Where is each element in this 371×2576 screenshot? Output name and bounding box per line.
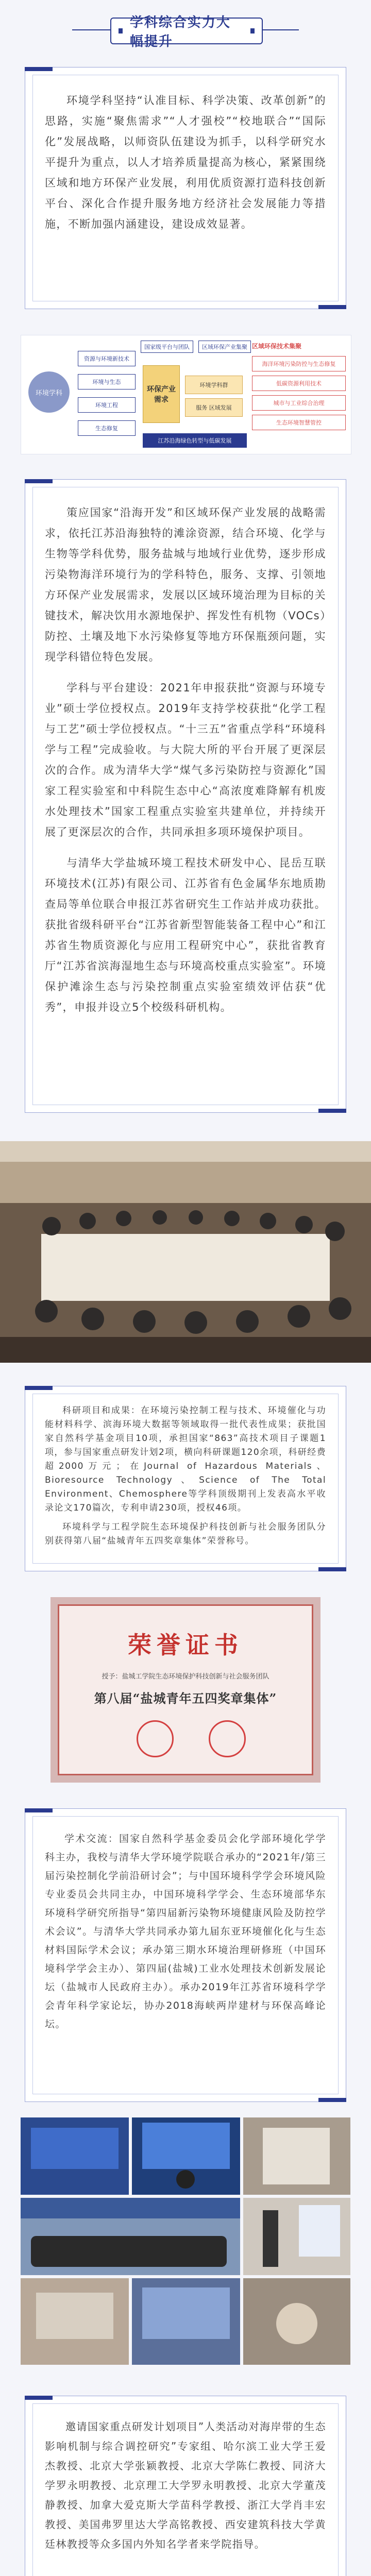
diagram-bottom-bar: 江苏沿海绿色转型与低碳发展 xyxy=(143,433,247,448)
service-box: 服务 区域发展 xyxy=(185,398,243,417)
diagram-left-box: 环境工程 xyxy=(78,397,136,413)
header-badge xyxy=(110,15,263,49)
card-corner-tab xyxy=(318,1109,346,1113)
card-corner-tab xyxy=(25,67,53,71)
exchange-card xyxy=(25,1808,346,2102)
section-header xyxy=(0,14,371,49)
platform-paragraph: 学科与平台建设：2021年申报获批“资源与环境专业”硕士学位授权点。2019年支持学校获批“化学工程与工艺”硕士学位授权点。“十三五”省重点学科“环境科学与工程”完成验收。与大院大所的平台开展了更深层次的合作。成为清华大学“煤气多污染防控与资源化”国家工程实验室和中科院生态中心“高浓度难降解有机废水处理技术”国家工程重点实验室共建单位，并持续开展了更深层次的合作，共同承担多项环境保护项目。 xyxy=(45,682,326,838)
research-paragraph: 科研项目和成果：在环境污染控制工程与技术、环境催化与功能材料科学、滨海环境大数据等领域取得一批代表性成果；获批国家自然科学基金项目10项，承担国家“863”高技术项目子课题1项，参与国家重点研发计划2项，横向科研课题120余项，科研经费超2000万元；在Journal of Hazardous Materials、Bioresource Technology、Science of The Total Environment、Chemosphere等学科顶级期刊上发表高水平收录论文170篇次，专利申请230项，授权46项。 xyxy=(45,1405,326,1513)
certificate-recipient: 授予：盐城工学院生态环境保护科技创新与社会服务团队 xyxy=(102,1673,269,1681)
discipline-circle: 环境学科 xyxy=(28,371,70,413)
research-paragraph: 环境科学与工程学院生态环境保护科技创新与社会服务团队分别获得第八届“盐城青年五四奖章集体”荣誉称号。 xyxy=(45,1522,326,1546)
card-corner-tab xyxy=(318,2098,346,2102)
page-title: 学科综合实力大幅提升 xyxy=(129,15,231,49)
square-icon xyxy=(250,28,255,33)
card-corner-tab xyxy=(318,305,346,309)
diagram-top-box: 区域环保产业集聚 xyxy=(198,341,251,353)
card-corner-tab xyxy=(25,2396,53,2400)
seal-icon xyxy=(137,1720,174,1757)
certificate-award: 第八届“盐城青年五四奖章集体” xyxy=(94,1691,277,1706)
diagram-left-box: 生态修复 xyxy=(78,420,136,436)
card-corner-tab xyxy=(25,479,53,483)
card-corner-tab xyxy=(25,1386,53,1390)
diagram-right-title: 区域环保技术集聚 xyxy=(252,343,302,350)
event-photo-grid xyxy=(21,2117,350,2365)
diagram-left-box: 资源与环境新技术 xyxy=(78,351,136,366)
exchange-paragraph: 学术交流：国家自然科学基金委员会化学部环境化学学科主办，我校与清华大学环境学院联合承办的“2021年/第三届污染控制化学前沿研讨会”；与中国环境科学学会环境风险专业委员会共同主办，中国环境科学学会、生态环境部华东环境科学研究所指导“第四届新污染物环境健康风险及防控学术会议”。与清华大学共同承办第九届东亚环境催化化与生态材料国际学术会议；承办第三期水环境治理研修班（中国环境科学学会主办）、第四届(盐城)工业水处理技术创新发展论坛（盐城市人民政府主办）。承办2019年江苏省环境科学学会青年科学家论坛，协办2018海峡两岸建材与环保高峰论坛。 xyxy=(45,1833,326,2030)
square-icon xyxy=(119,28,123,33)
diagram-right-box: 海洋环境污染防控与生态修复 xyxy=(252,356,346,371)
diagram-right-box: 生态环境智慧管控 xyxy=(252,415,346,430)
intro-card xyxy=(25,67,346,309)
diagram-right-box: 低碳资源利用技术 xyxy=(252,376,346,391)
meeting-photo xyxy=(0,1141,371,1363)
honor-certificate xyxy=(50,1597,321,1783)
platform-paragraph: 与清华大学盐城环境工程技术研发中心、昆岳互联环境技术(江苏)有限公司、江苏省有色金属华东地质勘查局等单位联合申报江苏省研究生工作站并成功获批。获批省级科研平台“江苏省新型智能装备工程中心”和江苏省生物质资源化与应用工程研究中心”，获批省教育厅“江苏省滨海湿地生态与环境高校重点实验室”。环境保护滩涂生态与污染控制重点实验室绩效评估获“优秀”，申报并设立5个校级科研机构。 xyxy=(45,857,326,1013)
certificate-frame xyxy=(58,1604,313,1775)
discipline-diagram xyxy=(21,335,351,454)
platform-paragraph: 策应国家“沿海开发”和区域环保产业发展的战略需求，依托江苏沿海独特的滩涂资源，结合环境、化学与生物等学科优势，服务盐城与地域行业优势，逐步形成污染物海洋环境行为的学科特色，服务、支撑、引领地方环保产业发展需求，发展以区域环境治理为目标的关键技术，解决饮用水源地保护、挥发性有机物（VOCs）防控、土壤及地下水污染修复等地方环保瓶颈问题，实现学科错位特色发展。 xyxy=(45,506,326,663)
certificate-title: 荣誉证书 xyxy=(128,1631,243,1659)
industry-demand-box: 环保产业 需求 xyxy=(143,365,180,423)
card-corner-tab xyxy=(25,1808,53,1812)
diagram-right-box: 城市与工业综合治理 xyxy=(252,395,346,411)
diagram-top-box: 国家级平台与团队 xyxy=(141,341,193,353)
research-card xyxy=(25,1386,346,1571)
visitors-card xyxy=(25,2396,346,2576)
discipline-group-box: 环境学科群 xyxy=(185,376,243,394)
platform-card xyxy=(25,479,346,1113)
intro-paragraph: 环境学科坚持“认准目标、科学决策、改革创新”的思路，实施“聚焦需求”“人才强校”“校地联合”“国际化”发展战略，以师资队伍建设为抓手，以科学研究水平提升为重点，以人才培养质量提高为核心，紧紧围绕区域和地方环保产业发展，利用优质资源打造科技创新平台、深化合作提升服务地方经济社会发展能力等措施，不断加强内涵建设，建设成效显著。 xyxy=(45,94,326,230)
diagram-left-box: 环境与生态 xyxy=(78,374,136,389)
card-corner-tab xyxy=(318,1567,346,1571)
seal-icon xyxy=(209,1720,246,1757)
visitors-paragraph: 邀请国家重点研发计划项目”人类活动对海岸带的生态影响机制与综合调控研究”专家组、哈尔滨工业大学王爱杰教授、北京大学张颖教授、北京大学陈仁教授、同济大学罗永明教授、北京理工大学罗永明教授、北京大学董茂静教授、加拿大爱克斯大学苗科学教授、浙江大学肖丰宏教授、美国弗罗里达大学高铭教授、西安建筑科技大学黄廷林教授等众多国内外知名学者来学院指导。 xyxy=(45,2420,326,2550)
